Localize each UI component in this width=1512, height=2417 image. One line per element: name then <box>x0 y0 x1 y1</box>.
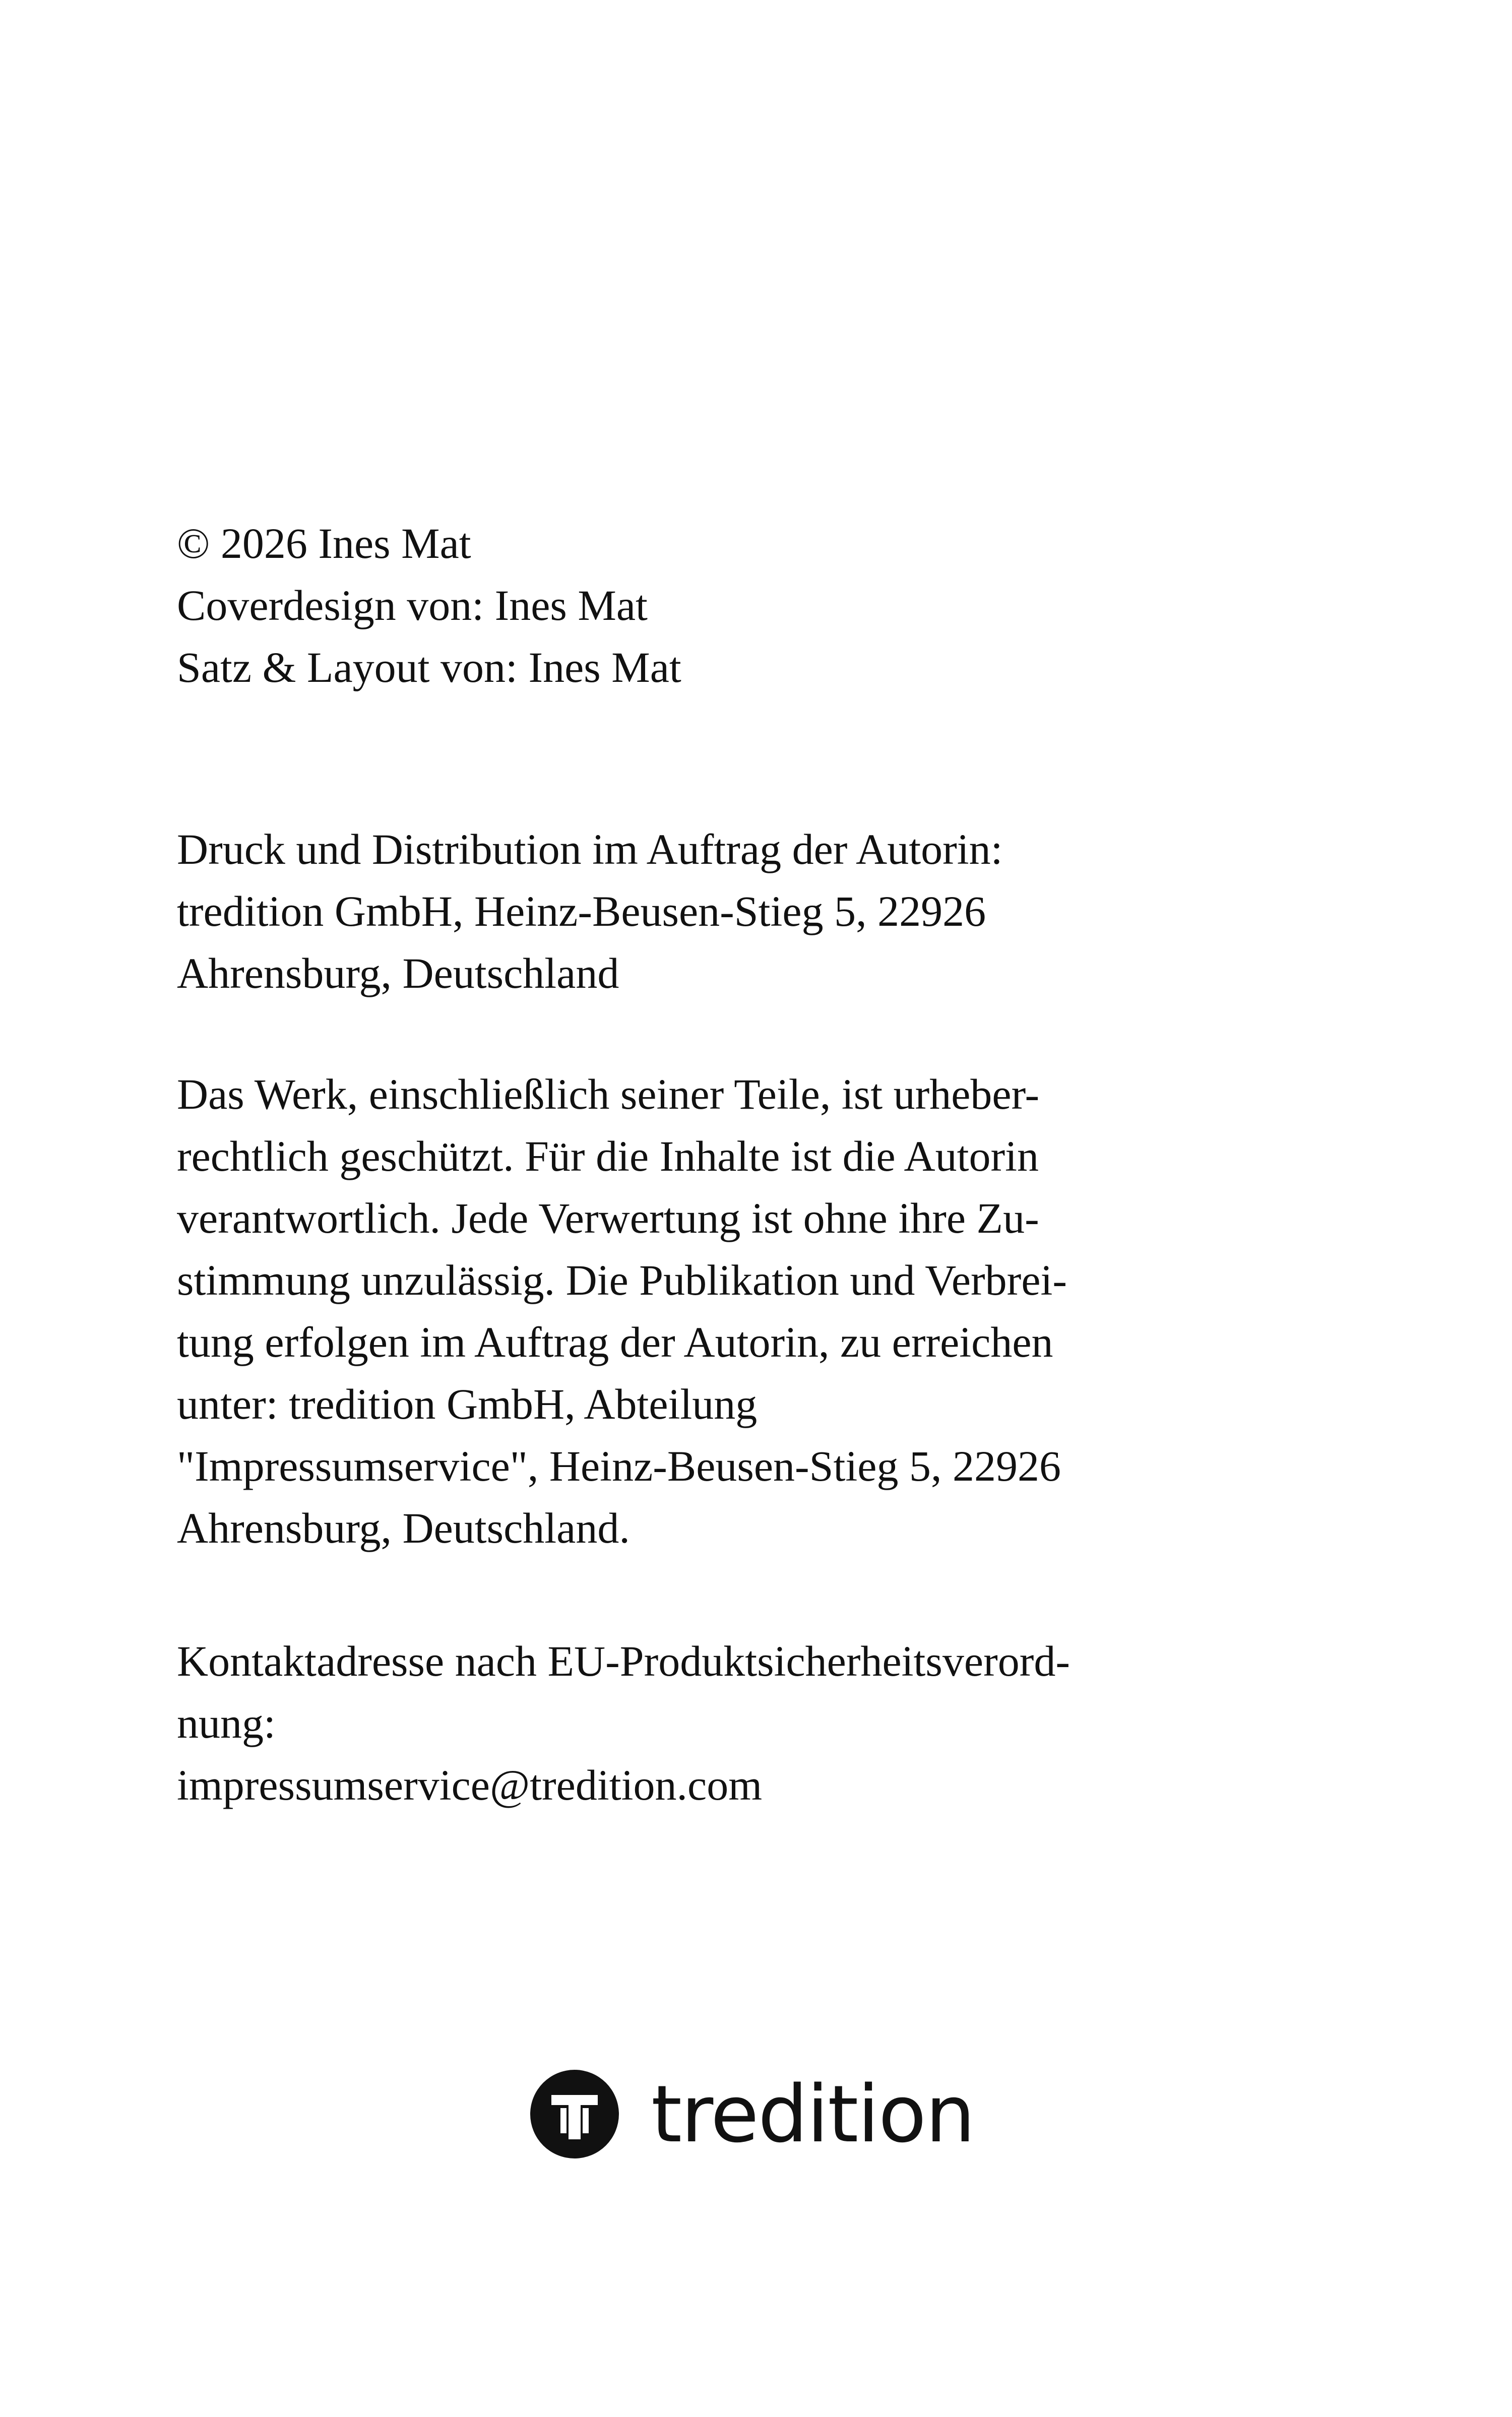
legal-line: stimmung unzulässig. Die Publikation und Verbrei- <box>177 1256 1067 1304</box>
cover-design-line: Coverdesign von: Ines Mat <box>177 581 648 629</box>
print-distribution-block <box>177 818 1185 1004</box>
legal-line: verantwortlich. Jede Verwertung ist ohne ihre Zu- <box>177 1194 1039 1242</box>
legal-line: unter: tredition GmbH, Abteilung <box>177 1380 758 1428</box>
tredition-logo <box>529 2066 974 2162</box>
credits-block <box>177 513 1185 698</box>
legal-line: tung erfolgen im Auftrag der Autorin, zu erreichen <box>177 1318 1053 1366</box>
legal-line: Das Werk, einschließlich seiner Teile, ist urheber- <box>177 1070 1040 1118</box>
print-line: tredition GmbH, Heinz-Beusen-Stieg 5, 22926 <box>177 887 986 935</box>
contact-line: Kontaktadresse nach EU-Produktsicherheitsverord- <box>177 1637 1070 1685</box>
legal-line: "Impressumservice", Heinz-Beusen-Stieg 5, 22926 <box>177 1442 1061 1490</box>
contact-line: nung: <box>177 1699 276 1747</box>
tredition-wordmark: tredition <box>651 2068 975 2160</box>
contact-email: impressumservice@tredition.com <box>177 1761 763 1809</box>
contact-block <box>177 1630 1185 1816</box>
copyright-line: © 2026 Ines Mat <box>177 519 471 567</box>
print-line: Ahrensburg, Deutschland <box>177 949 619 997</box>
print-line: Druck und Distribution im Auftrag der Autorin: <box>177 825 1003 873</box>
copyright-notice-block <box>177 1063 1185 1559</box>
legal-line: rechtlich geschützt. Für die Inhalte ist die Autorin <box>177 1132 1039 1180</box>
legal-line: Ahrensburg, Deutschland. <box>177 1504 630 1552</box>
tredition-logo-icon <box>529 2069 620 2159</box>
layout-line: Satz & Layout von: Ines Mat <box>177 643 681 691</box>
